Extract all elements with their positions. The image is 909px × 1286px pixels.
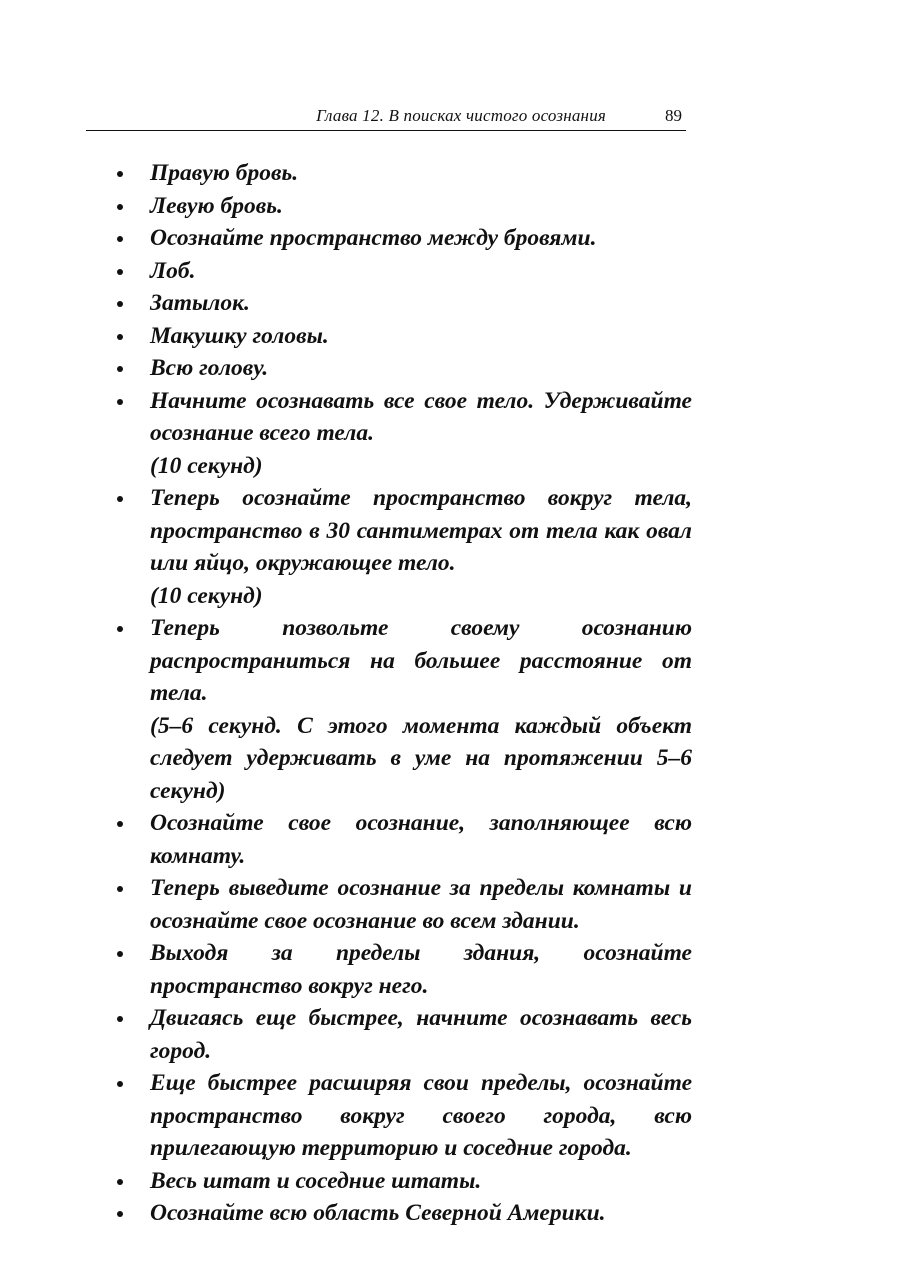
item-text: Лоб.: [150, 257, 196, 284]
bullet-icon: [117, 366, 123, 372]
item-text: Осознайте всю область Северной Америки.: [150, 1200, 606, 1226]
item-text: Выходя за пределы здания, осознайте пространство вокруг него.: [150, 940, 692, 999]
item-text: Начните осознавать все свое тело. Удерживайте осознание всего тела.: [150, 387, 692, 446]
bullet-icon: [117, 821, 123, 827]
bullet-icon: [117, 269, 123, 275]
item-text: Теперь позвольте своему осознанию распространиться на большее расстояние от тела.: [150, 615, 692, 706]
list-item: [112, 612, 692, 807]
list-item: [112, 320, 692, 353]
list-item: [112, 872, 692, 937]
bullet-icon: [117, 626, 123, 632]
item-text: Правую бровь.: [150, 160, 299, 186]
item-text: Теперь выведите осознание за пределы комнаты и осознайте свое осознание во всем здании.: [150, 875, 692, 934]
list-item: [112, 190, 692, 223]
bullet-icon: [117, 1179, 123, 1185]
item-text: Макушку головы.: [150, 322, 329, 349]
list-item: [112, 287, 692, 320]
list-item: [112, 1002, 692, 1067]
list-item: [112, 1165, 692, 1198]
bullet-icon: [117, 236, 123, 242]
running-title: Глава 12. В поисках чистого осознания: [316, 106, 606, 125]
list-item: [112, 1197, 692, 1230]
item-text: Осознайте свое осознание, заполняющее всю комнату.: [150, 810, 692, 869]
bullet-icon: [117, 496, 123, 502]
bullet-list: [112, 157, 692, 1230]
bullet-icon: [117, 334, 123, 340]
bullet-icon: [117, 886, 123, 892]
list-item: [112, 222, 692, 255]
item-text: Двигаясь еще быстрее, начните осознавать весь город.: [150, 1005, 692, 1064]
bullet-icon: [117, 1016, 123, 1022]
list-item: [112, 157, 692, 190]
list-item: [112, 352, 692, 385]
bullet-icon: [117, 171, 123, 177]
duration-note: (5–6 секунд. С этого момента каждый объект следует удерживать в уме на протяжении 5–6 секунд): [150, 712, 692, 804]
item-text: Затылок.: [150, 290, 250, 316]
item-text: Весь штат и соседние штаты.: [150, 1167, 482, 1194]
bullet-icon: [117, 399, 123, 405]
list-item: [112, 937, 692, 1002]
item-text: Осознайте пространство между бровями.: [150, 225, 597, 251]
bullet-icon: [117, 204, 123, 210]
item-text: Еще быстрее расширяя свои пределы, осознайте пространство вокруг своего города, всю прилегающую территорию и соседние города.: [150, 1070, 692, 1161]
page-number: 89: [665, 106, 682, 125]
list-item: [112, 482, 692, 612]
bullet-icon: [117, 1081, 123, 1087]
list-item: [112, 807, 692, 872]
list-item: [112, 1067, 692, 1165]
running-header: [86, 104, 686, 131]
duration-note: (10 секунд): [150, 452, 263, 479]
list-item: [112, 385, 692, 483]
duration-note: (10 секунд): [150, 582, 263, 609]
item-text: Всю голову.: [150, 355, 269, 381]
item-text: Левую бровь.: [150, 192, 283, 219]
bullet-icon: [117, 301, 123, 307]
bullet-icon: [117, 1211, 123, 1217]
list-item: [112, 255, 692, 288]
item-text: Теперь осознайте пространство вокруг тела, пространство в 30 сантиметрах от тела как овал или яйцо, окружающее тело.: [150, 485, 692, 576]
bullet-icon: [117, 951, 123, 957]
